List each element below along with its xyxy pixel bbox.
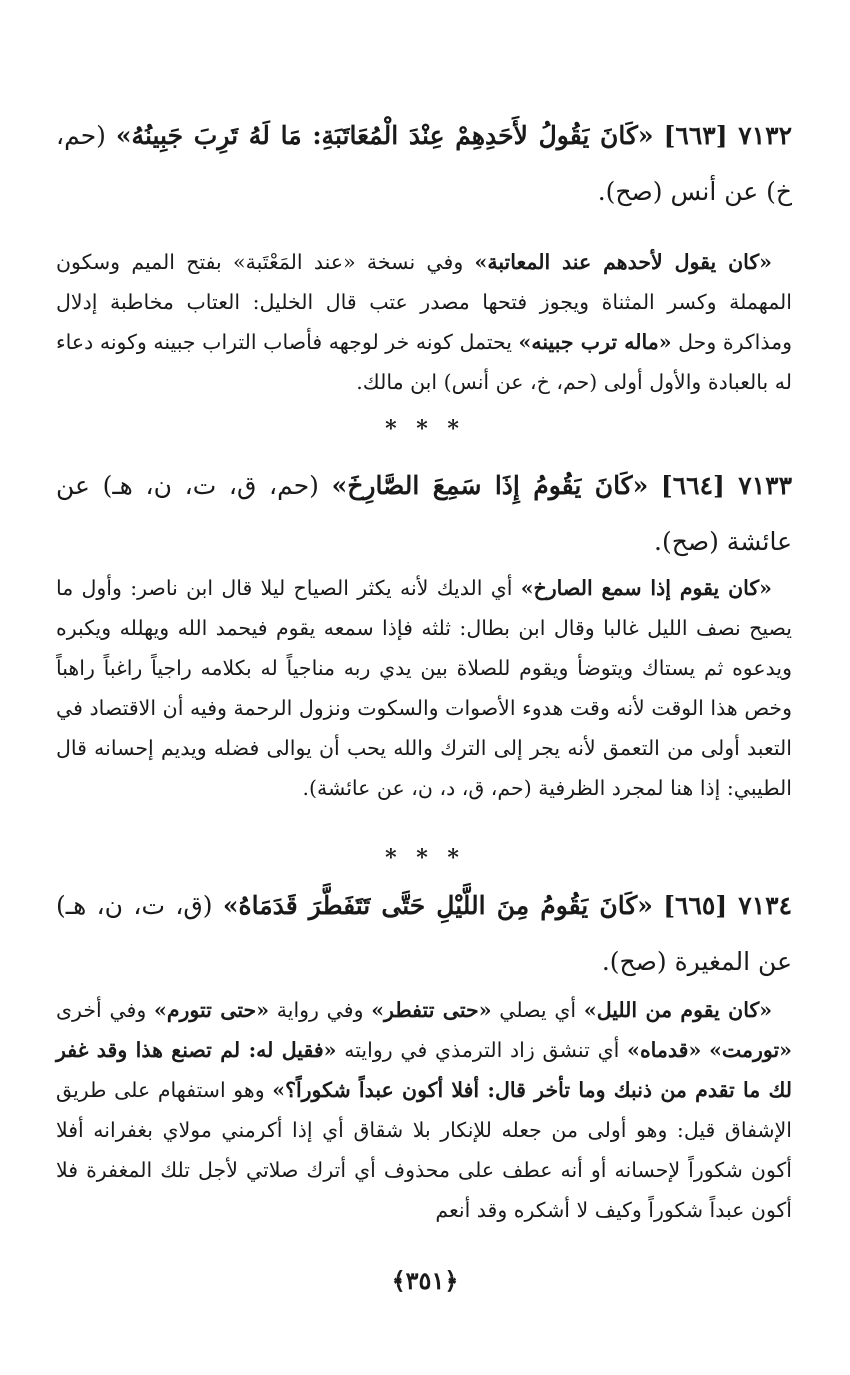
commentary-segment: «كان يقوم إذا سمع الصارخ» [520,576,772,600]
commentary-7134 [56,990,792,1230]
hadith-text: «كَانَ يَقُولُ لأَحَدِهِمْ عِنْدَ الْمُعَاتَبَةِ: مَا لَهُ تَرِبَ جَبِينُهُ» [115,121,654,150]
hadith-entry-7134 [56,878,792,990]
commentary-7133 [56,568,792,808]
hadith-entry-7132 [56,108,792,220]
hadith-entry-7133 [56,458,792,570]
commentary-segment: «فقيل له: لم تصنع هذا وقد غفر لك ما تقدم من ذنبك وما تأخر قال: أفلا أكون عبداً شكوراً؟» [56,1038,792,1102]
commentary-segment: «ماله ترب جبينه» [518,330,672,354]
commentary-segment: وفي نسخة «عند المَعْتَبة» بفتح الميم وسكون المهملة وكسر المثناة ويجوز فتحها مصدر عتب قال الخليل: العتاب مخاطبة إدلال ومذاكرة وحل [56,250,792,354]
hadith-number: ٧١٣٤ [٦٦٥] [663,891,792,920]
section-separator: * * * [385,416,465,442]
page-number: ﴿٣٥١﴾ [391,1266,459,1295]
hadith-takhrij: (ق، ت، ن، هـ) عن المغيرة (صح). [56,891,792,976]
commentary-segment: أي تنشق زاد الترمذي في روايته [336,1038,628,1062]
hadith-takhrij: (حم، خ) عن أنس (صح). [56,121,792,206]
commentary-segment: وفي أخرى [56,998,154,1022]
section-separator: * * * [385,845,465,871]
hadith-text: «كَانَ يَقُومُ مِنَ اللَّيْلِ حَتَّى تَتَفَطَّرَ قَدَمَاهُ» [222,891,653,920]
commentary-segment [701,1038,709,1062]
commentary-segment: وفي رواية [269,998,372,1022]
commentary-segment: «تورمت» [709,1038,792,1062]
commentary-segment: «كان يقوم من الليل» [583,998,773,1022]
commentary-7132 [56,242,792,402]
hadith-number: ٧١٣٣ [٦٦٤] [660,471,792,500]
commentary-segment: وهو استفهام على طريق الإشفاق قيل: وهو أولى من جعله للإنكار بلا شقاق أي إذا أكرمني مولاي بغفرانه أفلا أكون شكوراً لإحسانه أو أنه عطف على محذوف أي أترك صلاتي لأجل تلك المغفرة فلا أكون عبداً شكوراً وكيف لا أشكره وقد أنعم [56,1078,792,1222]
commentary-segment: أي يصلي [491,998,584,1022]
commentary-segment: أي الديك لأنه يكثر الصياح ليلا قال ابن ناصر: وأول ما يصيح نصف الليل غالبا وقال ابن بطال: ثلثه فإذا سمعه يقوم فيحمد الله ويهلله ويكبره ويدعوه ثم يستاك ويتوضأ ويقوم للصلاة بين يدي ربه مناجياً له بكلامه راجياً راغباً راهباً وخص هذا الوقت لأنه وقت هدوء الأصوات والسكوت ونزول الرحمة وفيه أن الاقتصاد في التعبد أولى من التعمق لأنه يجر إلى الترك والله يحب أن يوالى فضله ويديم إحسانه قال الطيبي: إذا هنا لمجرد الظرفية (حم، ق، د، ن، عن عائشة). [56,576,792,800]
commentary-segment: «حتى تتورم» [154,998,270,1022]
commentary-segment: «حتى تتفطر» [371,998,492,1022]
commentary-segment: «كان يقول لأحدهم عند المعاتبة» [474,250,772,274]
hadith-takhrij: (حم، ق، ت، ن، هـ) عن عائشة (صح). [56,471,792,556]
hadith-number: ٧١٣٢ [٦٦٣] [663,121,792,150]
hadith-text: «كَانَ يَقُومُ إِذَا سَمِعَ الصَّارِخَ» [331,471,649,500]
commentary-segment: «قدماه» [627,1038,702,1062]
commentary-segment: يحتمل كونه خر لوجهه فأصاب التراب جبينه وكونه دعاء له بالعبادة والأول أولى (حم، خ، عن أنس) ابن مالك. [56,330,792,394]
